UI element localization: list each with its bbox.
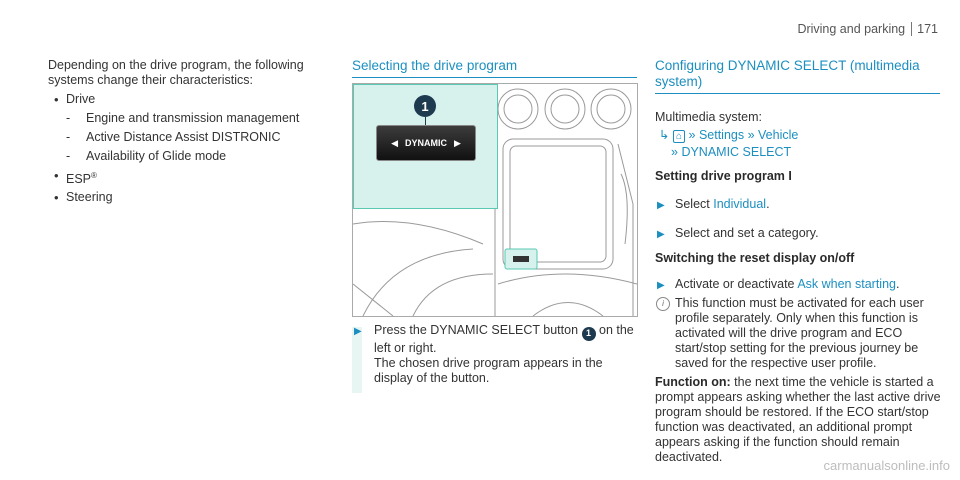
page-number: 171 (911, 22, 938, 36)
triangle-left-icon: ◀ (391, 137, 398, 148)
path-settings: Settings (698, 128, 745, 142)
arrow-icon: ▶ (657, 280, 665, 291)
menu-path (655, 128, 943, 144)
step-text: on the left or right. (374, 323, 634, 355)
drive-sublist (66, 111, 318, 164)
arrow-icon: ▶ (657, 200, 665, 211)
path-vehicle: Vehicle (758, 128, 799, 142)
arrow-icon: ▶ (657, 229, 665, 240)
note-text: This function must be activated for each user profile separately. Only when this function is activated will the drive program and ECO start/stop setting for the previous journey be saved for the respective user profile. (675, 296, 924, 370)
list-item (48, 190, 318, 205)
intro-text: Depending on the drive program, the following systems change their characteristics: (48, 58, 304, 87)
path-dynamic-select: DYNAMIC SELECT (681, 145, 792, 159)
column-3 (655, 58, 943, 465)
bullet-steering: Steering (66, 190, 113, 205)
step-press-button (352, 323, 637, 386)
header-section: Driving and parking (797, 22, 906, 36)
step-text: Select and set a category. (675, 226, 819, 240)
dynamic-label: DYNAMIC (405, 138, 447, 148)
subheading-reset-display: Switching the reset display on/off (655, 251, 855, 265)
section-title-configuring: Configuring DYNAMIC SELECT (multimedia system) (655, 58, 940, 94)
info-note (655, 296, 943, 371)
subheading-drive-program: Setting drive program I (655, 169, 792, 183)
list-item: - Engine and transmission management (66, 111, 318, 126)
option-ask-when-starting: Ask when starting (797, 277, 896, 291)
path-intro: Multimedia system: (655, 110, 762, 124)
list-item (48, 92, 318, 164)
step-text: The chosen drive program appears in the display of the button. (374, 355, 603, 385)
path-arrow-icon: ↳ (659, 128, 670, 142)
list-item: - Active Distance Assist DISTRONIC (66, 130, 318, 145)
step-text: Select (675, 197, 710, 211)
section-title-selecting: Selecting the drive program (352, 58, 637, 78)
function-on-text: the next time the vehicle is started a prompt appears asking whether the last active drive program should be restored. If the ECO start/stop function was deactivated, an additional prompt appears asking if the function should remain deactivated. (655, 375, 941, 464)
bullet-drive: Drive (66, 92, 96, 106)
chevron-icon: » (671, 145, 678, 159)
function-on-label: Function on: (655, 375, 731, 389)
step-select-category (655, 226, 943, 241)
arrow-icon: ▶ (354, 326, 362, 337)
menu-path-line2 (655, 145, 943, 160)
step-select-individual: ▶ Select Individual. (657, 197, 770, 211)
triangle-right-icon: ▶ (454, 137, 461, 148)
registered-mark: ® (91, 171, 97, 180)
step-text: Activate or deactivate (675, 277, 795, 291)
bullet-esp: ESP (66, 172, 92, 187)
callout-badge: 1 (582, 327, 596, 341)
info-icon: i (656, 297, 670, 311)
watermark: carmanualsonline.info (823, 458, 950, 473)
column-1 (48, 58, 318, 205)
list-item: - Availability of Glide mode (66, 149, 318, 164)
figure-dashboard (352, 83, 638, 317)
dynamic-select-button (376, 125, 476, 161)
step-ask-when-starting: ▶ Activate or deactivate Ask when starting. (657, 277, 900, 291)
page-header (797, 22, 938, 36)
callout-badge: 1 (414, 95, 436, 117)
button-callout-zoom (353, 84, 498, 209)
chevron-icon: » (688, 128, 696, 142)
step-text: Press the DYNAMIC SELECT button (374, 323, 579, 337)
list-item (48, 168, 318, 187)
chevron-icon: » (747, 128, 755, 142)
home-icon: ⌂ (673, 130, 685, 143)
system-list (48, 92, 318, 205)
function-on-paragraph (655, 375, 943, 465)
option-individual: Individual (713, 197, 767, 211)
